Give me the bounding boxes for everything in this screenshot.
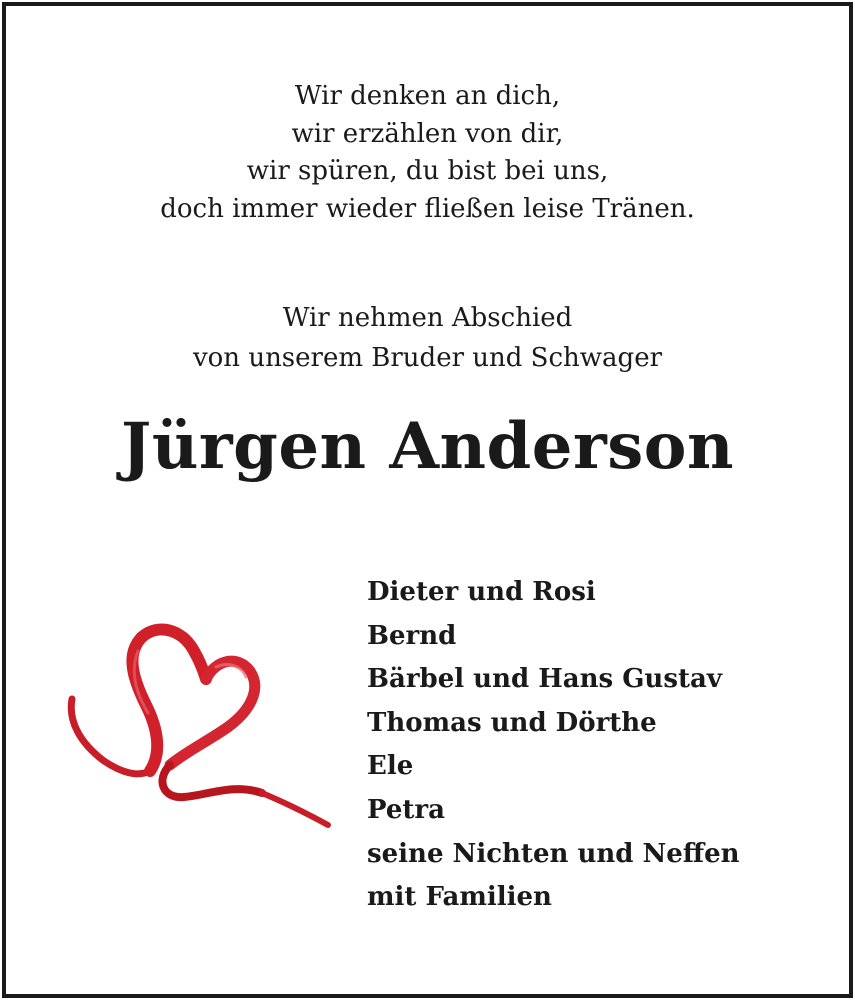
mourner-entry: Bernd bbox=[367, 620, 457, 651]
mourner-entry: Petra bbox=[367, 794, 445, 825]
mourner-entry: Ele bbox=[367, 751, 414, 782]
farewell-text bbox=[6, 298, 849, 378]
mourner-entry: Bärbel und Hans Gustav bbox=[367, 664, 722, 695]
heart-ribbon-icon bbox=[66, 621, 336, 831]
farewell-line: von unserem Bruder und Schwager bbox=[192, 343, 663, 373]
poem bbox=[6, 78, 849, 228]
mourner-entry: mit Familien bbox=[367, 882, 552, 913]
poem-line: Wir denken an dich, bbox=[294, 81, 561, 111]
poem-line: doch immer wieder fließen leise Tränen. bbox=[160, 193, 695, 224]
deceased-name: Jürgen Anderson bbox=[121, 409, 734, 484]
poem-line: wir erzählen von dir, bbox=[291, 118, 564, 149]
mourner-entry: seine Nichten und Neffen bbox=[367, 838, 740, 869]
mourner-entry: Thomas und Dörthe bbox=[367, 707, 657, 738]
mourner-entry: Dieter und Rosi bbox=[367, 577, 596, 607]
poem-line: wir spüren, du bist bei uns, bbox=[246, 156, 609, 186]
farewell-line: Wir nehmen Abschied bbox=[282, 303, 573, 333]
mourners-list bbox=[367, 571, 837, 920]
obituary-frame bbox=[2, 2, 853, 998]
